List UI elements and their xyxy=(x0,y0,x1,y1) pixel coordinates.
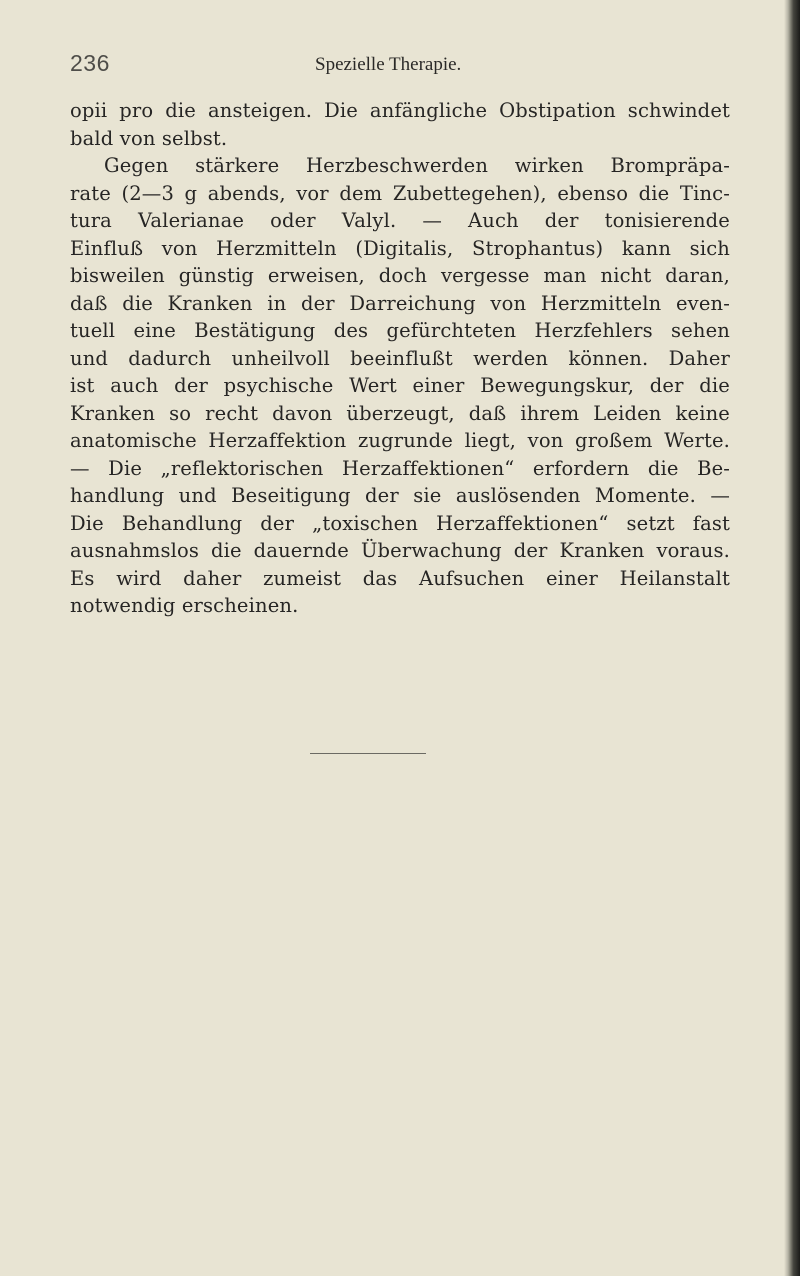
book-binding-edge xyxy=(788,0,800,1276)
page-number: 236 xyxy=(70,50,110,76)
text-line: rate (2—3 g abends, vor dem Zubettegehen), ebenso die Tinc- xyxy=(70,181,730,205)
text-line: notwendig erscheinen. xyxy=(70,594,299,617)
text-line: — Die „reflektorischen Herzaffektionen“ erfordern die Be- xyxy=(70,456,730,480)
running-title: Spezielle Therapie. xyxy=(315,54,462,75)
page-header xyxy=(70,50,720,78)
text-line: tura Valerianae oder Valyl. — Auch der tonisierende xyxy=(70,209,730,232)
body-text xyxy=(70,97,730,620)
text-line: anatomische Herzaffektion zugrunde liegt, von großem Werte. xyxy=(70,429,730,452)
text-line: Gegen stärkere Herzbeschwerden wirken Brompräpa- xyxy=(104,154,730,177)
text-line: Die Behandlung der „toxischen Herzaffektionen“ setzt fast xyxy=(70,511,730,535)
text-line: und dadurch unheilvoll beeinflußt werden können. Daher xyxy=(70,346,730,370)
text-line: tuell eine Bestätigung des gefürchteten Herzfehlers sehen xyxy=(70,319,730,342)
text-line: bisweilen günstig erweisen, doch vergesse man nicht daran, xyxy=(70,264,730,287)
text-line: opii pro die ansteigen. Die anfängliche Obstipation schwindet xyxy=(70,99,730,122)
text-line: bald von selbst. xyxy=(70,126,228,150)
section-divider xyxy=(310,753,426,754)
text-line: Einfluß von Herzmitteln (Digitalis, Strophantus) kann sich xyxy=(70,236,730,260)
text-line: ist auch der psychische Wert einer Bewegungskur, der die xyxy=(70,374,730,397)
text-line: Kranken so recht davon überzeugt, daß ihrem Leiden keine xyxy=(70,401,730,425)
text-line: Es wird daher zumeist das Aufsuchen einer Heilanstalt xyxy=(70,566,730,590)
text-line: daß die Kranken in der Darreichung von Herzmitteln even- xyxy=(70,291,730,315)
text-line: ausnahmslos die dauernde Überwachung der Kranken voraus. xyxy=(70,539,730,562)
text-line: handlung und Beseitigung der sie auslösenden Momente. — xyxy=(70,484,730,507)
